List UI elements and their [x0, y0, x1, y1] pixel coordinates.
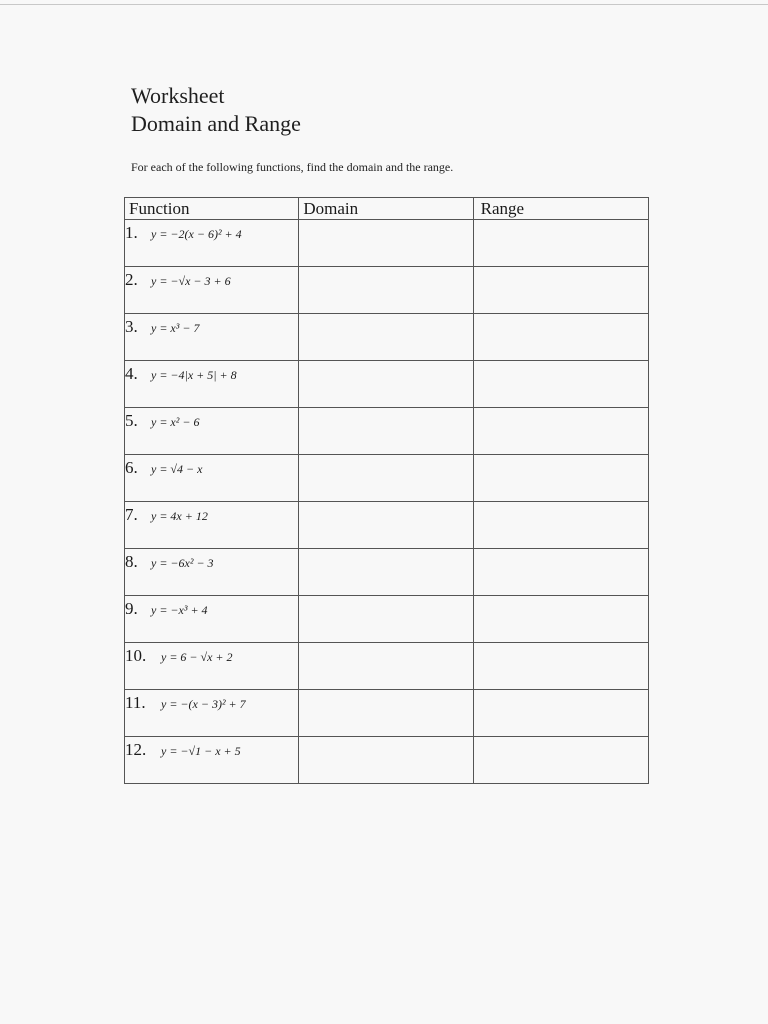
- function-line: [125, 317, 298, 337]
- function-line: [125, 552, 298, 572]
- table-header-row: [125, 198, 649, 220]
- domain-answer-cell[interactable]: [299, 408, 473, 455]
- table-row: [125, 596, 649, 643]
- domain-answer-cell[interactable]: [299, 455, 473, 502]
- function-expression: y = 6 − √x + 2: [161, 650, 233, 664]
- function-cell: [125, 455, 299, 502]
- table-row: [125, 408, 649, 455]
- range-answer-cell[interactable]: [473, 737, 648, 784]
- problem-number: 3.: [125, 317, 138, 336]
- range-answer-cell[interactable]: [473, 361, 648, 408]
- range-answer-cell[interactable]: [473, 596, 648, 643]
- table-row: [125, 267, 649, 314]
- domain-answer-cell[interactable]: [299, 549, 473, 596]
- problem-number: 8.: [125, 552, 138, 571]
- function-line: [125, 458, 298, 478]
- title-worksheet: Worksheet: [131, 83, 225, 108]
- domain-answer-cell[interactable]: [299, 502, 473, 549]
- range-answer-cell[interactable]: [473, 267, 648, 314]
- table-row: [125, 361, 649, 408]
- function-cell: [125, 220, 299, 267]
- title-domain-and-range: Domain and Range: [131, 111, 301, 136]
- function-cell: [125, 596, 299, 643]
- problem-number: 5.: [125, 411, 138, 430]
- domain-answer-cell[interactable]: [299, 361, 473, 408]
- function-line: [125, 364, 298, 384]
- page-top-rule: [0, 4, 768, 5]
- range-answer-cell[interactable]: [473, 502, 648, 549]
- domain-answer-cell[interactable]: [299, 314, 473, 361]
- domain-answer-cell[interactable]: [299, 267, 473, 314]
- function-line: [125, 505, 298, 525]
- function-cell: [125, 549, 299, 596]
- problem-number: 7.: [125, 505, 138, 524]
- problem-number: 6.: [125, 458, 138, 477]
- problem-number: 12.: [125, 740, 147, 759]
- function-expression: y = 4x + 12: [151, 509, 208, 523]
- function-expression: y = −4|x + 5| + 8: [151, 368, 237, 382]
- table-row: [125, 737, 649, 784]
- table-row: [125, 690, 649, 737]
- function-expression: y = −x³ + 4: [151, 603, 208, 617]
- domain-answer-cell[interactable]: [299, 596, 473, 643]
- problem-number: 2.: [125, 270, 138, 289]
- page-title: [131, 82, 301, 138]
- problem-number: 4.: [125, 364, 138, 383]
- range-answer-cell[interactable]: [473, 314, 648, 361]
- header-range: Range: [473, 198, 648, 220]
- worksheet-table: [124, 197, 649, 784]
- function-line: [125, 740, 298, 760]
- header-function: Function: [125, 198, 299, 220]
- problem-number: 10.: [125, 646, 147, 665]
- function-expression: y = −2(x − 6)² + 4: [151, 227, 242, 241]
- function-cell: [125, 690, 299, 737]
- range-answer-cell[interactable]: [473, 408, 648, 455]
- function-line: [125, 270, 298, 290]
- domain-answer-cell[interactable]: [299, 690, 473, 737]
- problem-number: 11.: [125, 693, 146, 712]
- function-cell: [125, 267, 299, 314]
- function-line: [125, 411, 298, 431]
- function-expression: y = −√x − 3 + 6: [151, 274, 231, 288]
- function-cell: [125, 408, 299, 455]
- header-domain: Domain: [299, 198, 473, 220]
- function-cell: [125, 502, 299, 549]
- table-row: [125, 314, 649, 361]
- function-cell: [125, 361, 299, 408]
- range-answer-cell[interactable]: [473, 549, 648, 596]
- range-answer-cell[interactable]: [473, 643, 648, 690]
- range-answer-cell[interactable]: [473, 690, 648, 737]
- range-answer-cell[interactable]: [473, 220, 648, 267]
- function-expression: y = x² − 6: [151, 415, 200, 429]
- function-expression: y = −(x − 3)² + 7: [161, 697, 246, 711]
- function-expression: y = −6x² − 3: [151, 556, 214, 570]
- function-expression: y = x³ − 7: [151, 321, 200, 335]
- problem-number: 9.: [125, 599, 138, 618]
- instructions-text: For each of the following functions, find the domain and the range.: [131, 160, 454, 174]
- table-row: [125, 549, 649, 596]
- function-cell: [125, 643, 299, 690]
- domain-answer-cell[interactable]: [299, 643, 473, 690]
- function-line: [125, 646, 298, 666]
- table-row: [125, 502, 649, 549]
- table-row: [125, 220, 649, 267]
- function-line: [125, 599, 298, 619]
- function-expression: y = √4 − x: [151, 462, 203, 476]
- table-row: [125, 643, 649, 690]
- table-row: [125, 455, 649, 502]
- function-line: [125, 693, 298, 713]
- domain-answer-cell[interactable]: [299, 737, 473, 784]
- range-answer-cell[interactable]: [473, 455, 648, 502]
- problem-number: 1.: [125, 223, 138, 242]
- function-cell: [125, 314, 299, 361]
- function-cell: [125, 737, 299, 784]
- function-line: [125, 223, 298, 243]
- domain-answer-cell[interactable]: [299, 220, 473, 267]
- function-expression: y = −√1 − x + 5: [161, 744, 241, 758]
